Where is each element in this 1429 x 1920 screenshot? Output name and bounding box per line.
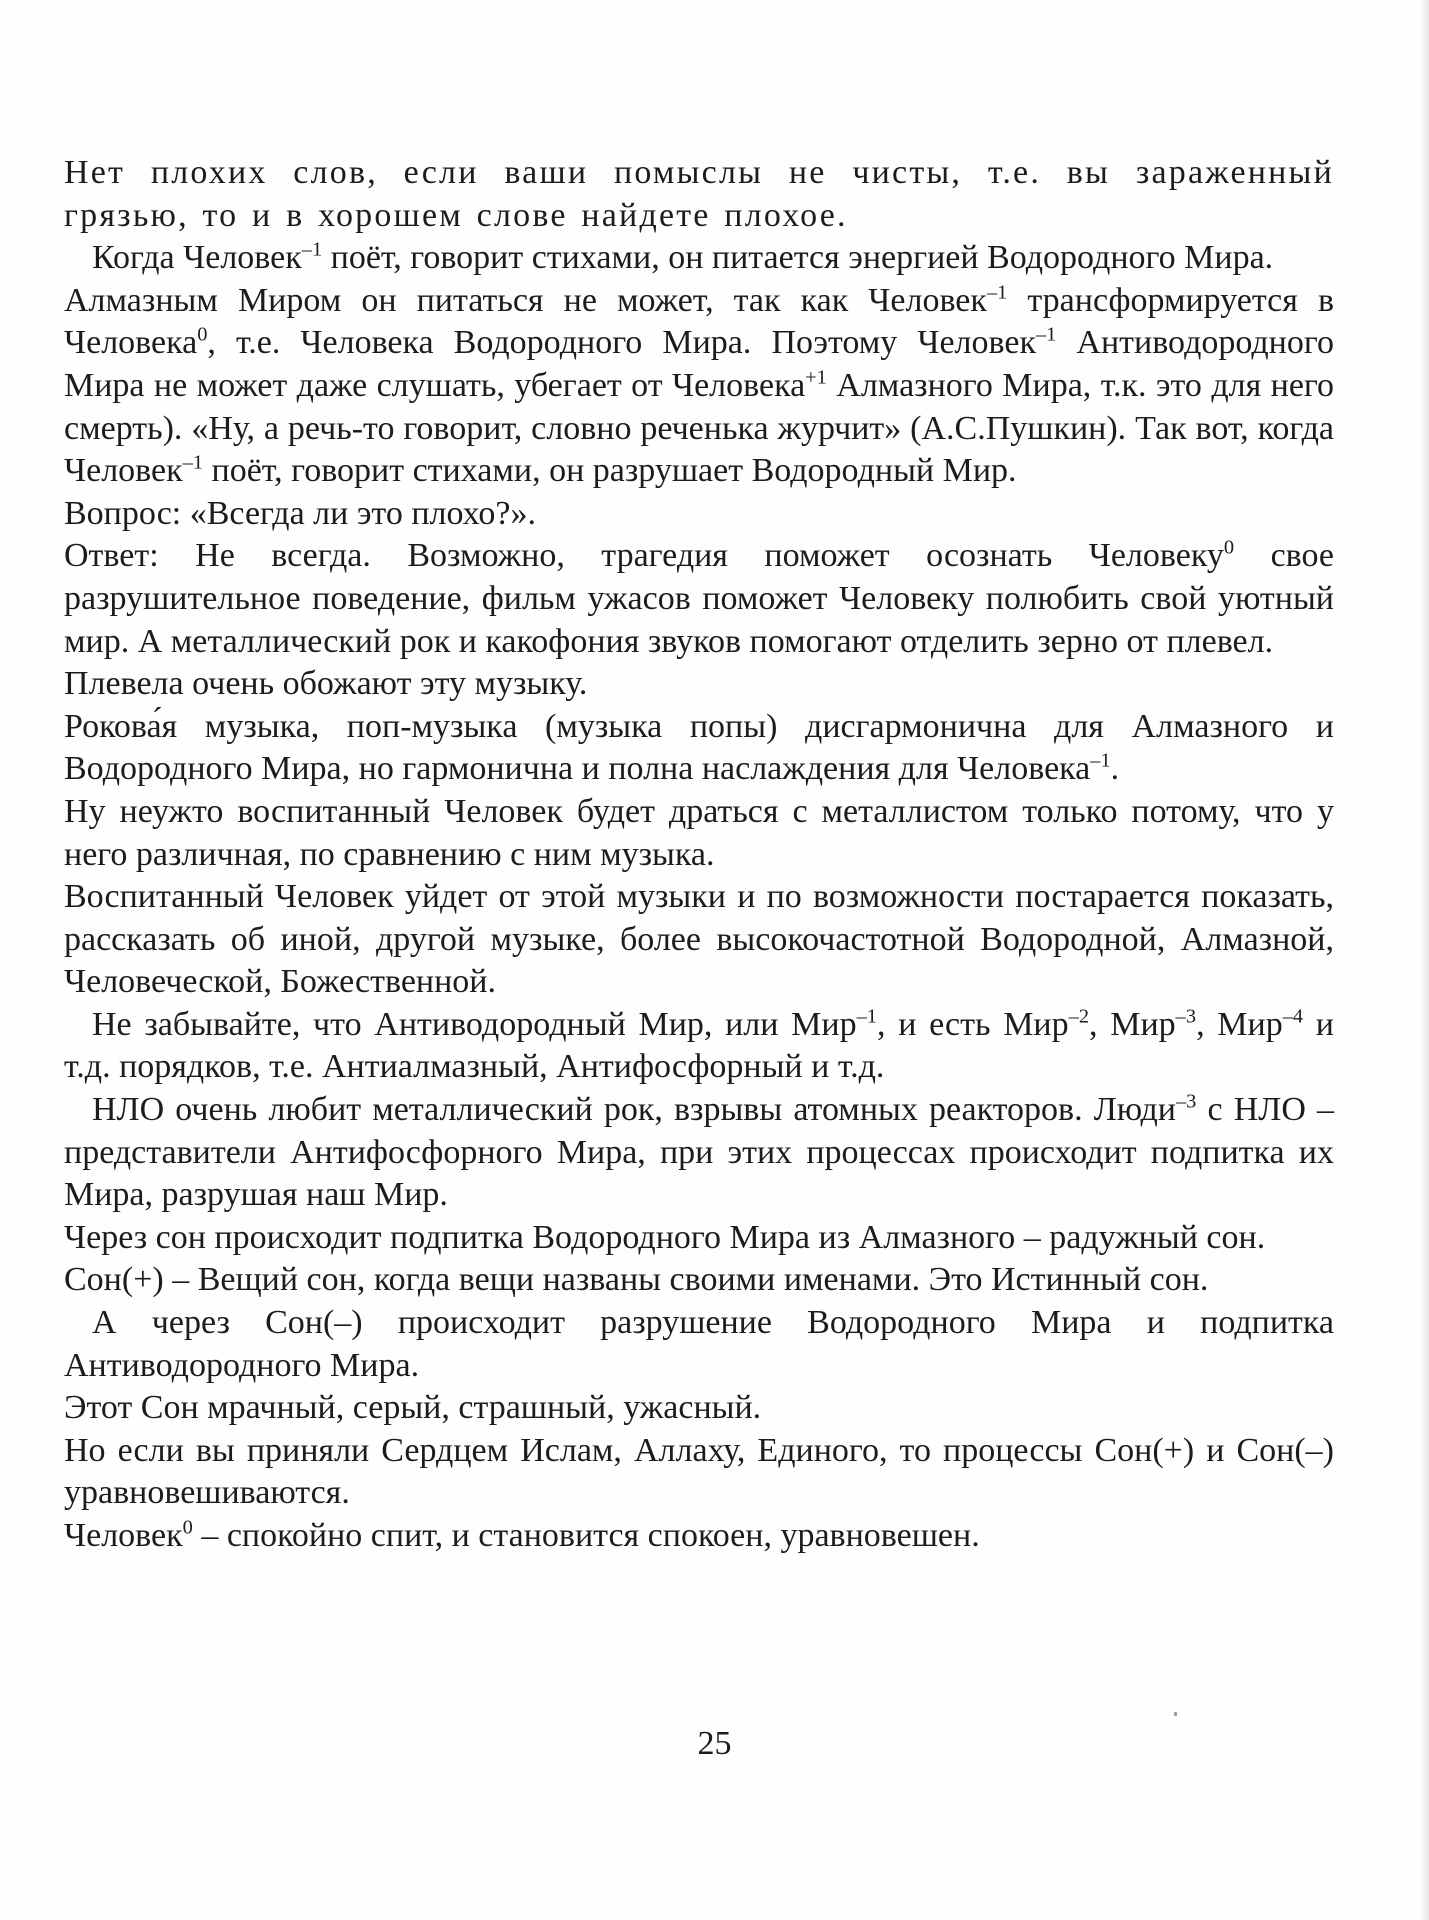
text-run: Не забывайте, что Антиводородный Мир, или Мир — [92, 1005, 857, 1043]
paragraph — [64, 706, 1334, 791]
text-run: трансформируется в Человека — [64, 281, 1334, 362]
text-run: – спокойно спит, и становится спокоен, уравновешен. — [192, 1517, 980, 1554]
text-run: , и есть Мир — [877, 1005, 1069, 1043]
superscript-index: –1 — [301, 238, 323, 261]
superscript-index: –2 — [1068, 1005, 1090, 1028]
text-run: Ну неужто воспитанный Человек будет драться с металлистом только потому, что у него различная, по сравнению с ним музыка. — [64, 792, 1334, 873]
text-run: А через Сон(–) происходит разрушение Водородного Мира и подпитка Антиводородного Мира. — [64, 1304, 1334, 1384]
text-run: Сон(+) – Вещий сон, когда вещи названы своими именами. Это Истинный сон. — [64, 1261, 1209, 1299]
page-edge-shadow — [1419, 0, 1429, 1920]
paragraph — [64, 280, 1334, 493]
paragraph — [64, 1259, 1334, 1302]
text-run: НЛО очень любит металлический рок, взрывы атомных реакторов. Люди — [92, 1091, 1176, 1129]
page-number: 25 — [697, 1725, 732, 1762]
body-text — [64, 152, 1334, 1558]
paragraph — [64, 663, 1334, 706]
text-run: Человек — [64, 1517, 183, 1554]
paragraph — [64, 1089, 1334, 1217]
text-run: , Мир — [1089, 1005, 1176, 1043]
paragraph — [64, 1004, 1334, 1089]
text-run: , т.е. Человека Водородного Мира. Поэтому Человек — [207, 324, 1036, 362]
superscript-index: –1 — [1035, 323, 1057, 346]
superscript-index: 0 — [182, 1516, 193, 1539]
text-run: Ответ: Не всегда. Возможно, трагедия поможет осознать Человеку — [64, 537, 1224, 575]
paragraph — [64, 237, 1334, 280]
text-run: Через сон происходит подпитка Водородного Мира из Алмазного – радужный сон. — [64, 1218, 1266, 1256]
text-run: и т.д. порядков, т.е. Антиалмазный, Антифосфорный и т.д. — [64, 1005, 1334, 1086]
paragraph — [64, 876, 1334, 1004]
paragraph — [64, 535, 1334, 663]
text-run: Алмазным Миром он питаться не может, так как Человек — [64, 281, 987, 319]
paragraph — [64, 152, 1334, 237]
text-run: Антиводородного Мира не может даже слушать, убегает от Человека — [64, 324, 1334, 404]
paragraph — [64, 1430, 1334, 1515]
text-run: Алмазного Мира, т.к. это для него смерть). «Ну, а речь-то говорит, словно реченька журчит» (А.С.Пушкин). Так вот, когда Человек — [64, 366, 1335, 490]
superscript-index: –4 — [1282, 1005, 1304, 1028]
paragraph — [64, 1387, 1334, 1430]
text-run: Рокова́я музыка, поп-музыка (музыка попы) дисгармонична для Алмазного и Водородного Мира, но гармонична и полна наслаждения для Человека — [64, 707, 1334, 788]
superscript-index: –1 — [856, 1005, 877, 1028]
paragraph — [64, 493, 1334, 536]
text-run: Этот Сон мрачный, серый, страшный, ужасный. — [64, 1389, 762, 1427]
text-run: Когда Человек — [92, 239, 302, 277]
text-run: Но если вы приняли Сердцем Ислам, Аллаху, Единого, то процессы Сон(+) и Сон(–) уравновешиваются. — [64, 1431, 1334, 1512]
superscript-index: –1 — [182, 451, 204, 474]
text-run: с НЛО – представители Антифосфорного Мира, при этих процессах происходит подпитка их Мира, разрушая наш Мир. — [64, 1091, 1334, 1214]
text-run: Плевела очень обожают эту музыку. — [64, 665, 588, 703]
text-run: , Мир — [1196, 1005, 1283, 1043]
superscript-index: –3 — [1175, 1090, 1197, 1113]
text-run: Нет плохих слов, если ваши помыслы не чисты, т.е. вы зараженный грязью, то и в хорошем слове найдете плохое. — [64, 154, 1334, 234]
superscript-index: +1 — [805, 366, 827, 389]
paragraph — [64, 1217, 1334, 1260]
text-run: свое разрушительное поведение, фильм ужасов поможет Человеку полюбить свой уютный мир. А металлический рок и какофония звуков помогают отделить зерно от плевел. — [64, 537, 1334, 660]
paragraph — [64, 1302, 1334, 1387]
superscript-index: 0 — [197, 323, 208, 346]
text-run: поёт, говорит стихами, он разрушает Водородный Мир. — [203, 452, 1017, 490]
superscript-index: –1 — [1090, 749, 1111, 772]
text-run: Вопрос: «Всегда ли это плохо?». — [64, 494, 536, 532]
paragraph — [64, 791, 1334, 876]
superscript-index: 0 — [1223, 536, 1235, 559]
text-run: Воспитанный Человек уйдет от этой музыки и по возможности постарается показать, рассказать об иной, другой музыке, более высокочастотной Водородной, Алмазной, Человеческой, Божественной. — [64, 878, 1334, 1001]
scan-speck — [1174, 1712, 1177, 1716]
superscript-index: –1 — [986, 281, 1008, 304]
paragraph — [64, 1515, 1334, 1558]
text-run: поёт, говорит стихами, он питается энергией Водородного Мира. — [322, 239, 1274, 277]
text-run: . — [1110, 750, 1120, 788]
superscript-index: –3 — [1175, 1005, 1197, 1028]
